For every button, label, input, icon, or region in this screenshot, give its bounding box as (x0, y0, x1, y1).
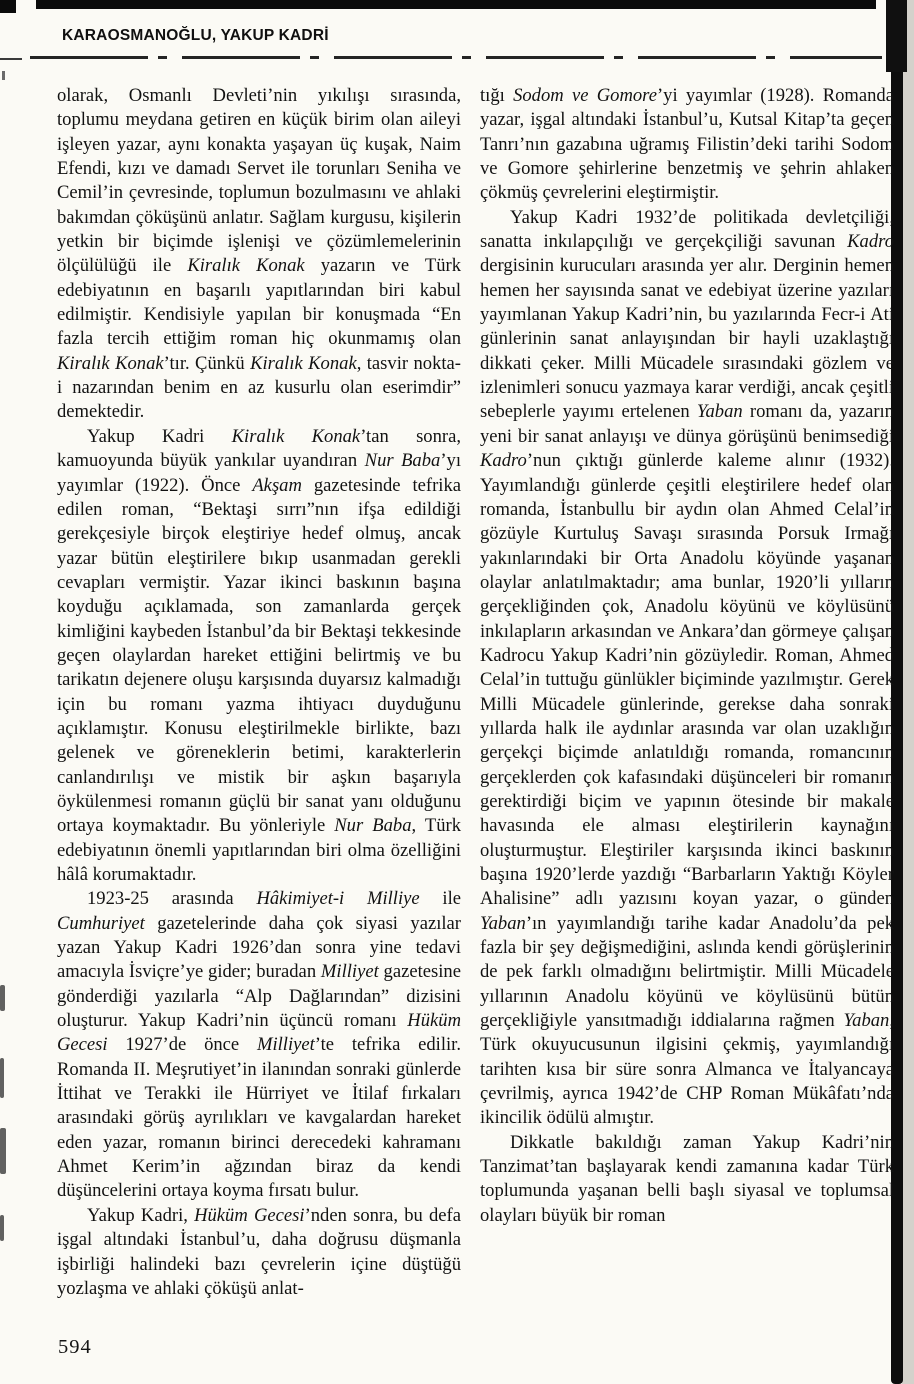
header-rule-speck (2, 71, 5, 80)
work-title-italic: Cumhuriyet (57, 912, 145, 934)
work-title-italic: Hüküm Gecesi (194, 1204, 305, 1226)
work-title-italic: Milliyet (320, 961, 379, 983)
text-segment: ile (419, 888, 462, 910)
scan-artifact-right-shade (902, 0, 914, 1384)
text-segment: ’nden sonra, bu defa işgal altındaki İstanbul’u, daha doğrusu düşmanla işbirliği halindeki bazı çevrelerin içine düştüğü yozlaşma ve ahlaki çöküşü anlat- (57, 1204, 461, 1299)
text-segment: , tasvir nokta-i nazarından benim en az kusurlu olan eserimdir” demektedir. (57, 352, 461, 423)
text-segment: ’tan sonra, kamuoyunda büyük yankılar uyandıran (57, 425, 461, 472)
paragraph (480, 84, 894, 206)
work-title-italic: Hüküm Gecesi (57, 1010, 461, 1056)
text-segment: , Türk okuyucusunun ilgisini çekmiş, yayımlandığı tarihten kısa bir süre sonra Almanca ve İtalyancaya çevrilmiş, ayrıca 1942’de CHP Roman Mükâfatı’nda ikincilik ödülü almıştır. (480, 1010, 894, 1129)
text-segment: Yakup Kadri, (87, 1204, 195, 1226)
paragraph (57, 425, 461, 888)
work-title-italic: Yaban (480, 912, 526, 934)
text-segment: ’te tefrika edilir. Romanda II. Meşrutiyet’in ilanından sonraki günlerde İttihat ve Terakki ile Hürriyet ve İtilaf fırkaları arasındaki görüş ayrılıkları ve kavgalardan hareket eden yazar, romanın birinci derecedeki kahramanı Ahmet Kerim’in ağzından biraz da kendi düşüncelerini ortaya koyma fırsatı bulur. (57, 1034, 461, 1202)
text-column-left (57, 84, 461, 1301)
text-segment: ’nun çıktığı günlerde kaleme alınır (1932). Yayımlandığı günlerde çeşitli eleştirilere hedef olan romanda, İstanbullu bir aydın olan Ahmed Celal’in gözüyle Kurtuluş Savaşı sırasında Porsuk Irmağı yakınlarındaki bir Orta Anadolu köyünde yaşanan olaylar anlatılmaktadır; ama bunlar, 1920’li yılların gerçekliğinden çok, Anadolu köyünü ve köylüsünü inkılapların arkasından ve Ankara’dan görmeye çalışan Kadrocu Yakup Kadri’nin gözüyledir. Roman, Ahmed Celal’in tuttuğu günlükler biçiminde yazılmıştır. Gerek Milli Mücadele günlerinde, gerekse daha sonraki yıllarda halk ile aydınlar arasında var olan uzaklığın gerçekçi biçimde anlatıldığı romanda, romancının gerçeklerden çok kafasındaki düşünceleri bir romanın gerektirdiği biçim ve yapının ötesinde bir makale havasında ele alması eleştirilerin kaynağını oluşturmuştur. Eleştiriler karşısında ikinci baskının başına 1920’lerde yazdığı “Barbarların Yaktığı Köyler Ahalisine” adlı yazısını koyan yazar, o günden (480, 450, 894, 910)
text-segment: 1923-25 arasında (87, 888, 257, 910)
work-title-italic: Kiralık Konak (250, 352, 357, 374)
text-segment: tığı (480, 85, 514, 106)
work-title-italic: Kiralık Konak (57, 352, 164, 374)
text-segment: dergisinin kurucuları arasında yer alır. Derginin hemen hemen her sayısında sanat ve edebiyat üzerine yazıları yayımlanan Yakup Kadri’nin, bu yazılarında Fecr-i Ati günlerinin sanat anlayışından bir hayli uzaklaştığı dikkati çeker. Milli Mücadele sırasındaki gözlem ve izlenimleri sonucu yazmaya karar verdiği, ancak çeşitli sebeplerle yayımı ertelenen (480, 255, 894, 423)
text-segment: ’yi yayımlar (1928). Romanda yazar, işgal altındaki İstanbul’u, Kutsal Kitap’ta geçen Tanrı’nın gazabına uğramış Filistin’deki tarihi Sodom ve Gomore şehirlerine benzetmiş ve şehrin ahlaken çökmüş çevrelerini eleştirmiştir. (480, 85, 894, 204)
text-column-right (480, 84, 894, 1228)
text-segment: Yakup Kadri (87, 425, 232, 447)
work-title-italic: Hâkimiyet-i Milliye (256, 888, 420, 910)
scan-artifact-smudge (0, 1128, 6, 1174)
scan-artifact-smudge (0, 1215, 4, 1241)
work-title-italic: Kiralık Konak (187, 255, 305, 277)
scan-artifact-smudge (0, 985, 5, 1011)
paragraph (480, 1131, 894, 1228)
work-title-italic: Nur Baba (364, 450, 441, 472)
text-segment: gazetesine gönderdiği yazılarla “Alp Dağlarından” dizisini oluşturur. Yakup Kadri’nin üçüncü romanı (57, 961, 461, 1032)
work-title-italic: Milliyet (256, 1034, 315, 1056)
paragraph (57, 84, 461, 425)
text-segment: ’ın yayımlandığı tarihe kadar Anadolu’da pek fazla bir şey değişmediğini, aslında kendi görüşlerinin de pek farklı olmadığını belirtmiştir. Milli Mücadele yıllarının Anadolu köyünü ve köylüsünü bütün gerçekliğiyle yansıtmadığı iddialarına rağmen (480, 912, 894, 1032)
work-title-italic: Sodom ve Gomore (513, 85, 657, 106)
work-title-italic: Kadro (480, 450, 527, 472)
work-title-italic: Nur Baba (334, 815, 412, 837)
scan-artifact-top-band (36, 0, 876, 9)
work-title-italic: Yaban (843, 1010, 890, 1032)
text-segment: 1927’de önce (107, 1034, 257, 1056)
text-segment: ’tır. Çünkü (163, 352, 251, 374)
running-head: KARAOSMANOĞLU, YAKUP KADRİ (62, 27, 329, 44)
paragraph (480, 206, 894, 1131)
scan-artifact-top-blob (0, 0, 16, 13)
scan-artifact-right-cap (886, 0, 907, 72)
header-rule (30, 56, 882, 59)
text-segment: gazetelerinde daha çok siyasi yazılar yazan Yakup Kadri 1926’dan sonra yine tedavi amacıyla İsviçre’ye gider; buradan (57, 912, 461, 983)
text-segment: Dikkatle bakıldığı zaman Yakup Kadri’nin Tanzimat’tan başlayarak kendi zamanına kadar Türk toplumunda yaşanan belli başlı siyasal ve toplumsal olayları büyük bir roman (480, 1131, 894, 1226)
text-segment: Yakup Kadri 1932’de politikada devletçiliği, sanatta inkılapçılığı ve gerçekçiliği savunan (480, 206, 894, 253)
page-number: 594 (58, 1336, 92, 1358)
text-segment: gazetesinde tefrika edilen roman, “Bektaşi sırrı”nın ifşa edildiği gerekçesiyle birçok eleştiriye hedef olmuş, ancak yazar bütün eleştirilere bıkıp usanmadan gerekli cevapları vermiştir. Yazar ikinci baskının başına koyduğu açıklamada, son zamanlarda gerçek kimliğini kaybeden İstanbul’da bir Bektaşi tekkesinde geçen olaylardan hareket ettiğini belirtmiş ve bu tarikatın dejenere oluşu karşısında duyarsız kalmadığı için bu romanı yazma ihtiyacı duyduğunu açıklamıştır. Konusu eleştirilmekle birlikte, bazı gelenek ve göreneklerin betimi, karakterlerin canlandırılışı ve mistik bir aşkın başarıyla öykülenmesi romanın güçlü bir sanat yanı olduğunu ortaya koymaktadır. Bu yönleriyle (57, 474, 461, 837)
text-segment: romanı da, yazarın yeni bir sanat anlayışı ve dünya görüşünü benimsediği (480, 401, 894, 447)
work-title-italic: Yaban (696, 401, 743, 423)
work-title-italic: Kiralık Konak (231, 425, 361, 447)
text-segment: ’yı yayımlar (1922). Önce (57, 450, 461, 496)
header-rule-fragment (0, 58, 22, 60)
text-segment: yazarın ve Türk edebiyatının en başarılı yapıtlarından biri kabul edilmiştir. Kendisiyle yapılan bir konuşmada “En fazla tercih ettiğim roman hiç okunmamış olan (57, 255, 461, 350)
text-segment: , Türk edebiyatının önemli yapıtlarından biri olma özelliğini hâlâ korumaktadır. (57, 815, 461, 885)
paragraph (57, 887, 461, 1203)
work-title-italic: Akşam (252, 474, 302, 496)
work-title-italic: Kadro (847, 231, 894, 253)
scan-artifact-smudge (0, 1058, 4, 1098)
text-segment: olarak, Osmanlı Devleti’nin yıkılışı sırasında, toplumu meydana getiren en küçük birim olan aileyi işleyen yazar, aynı konakta yaşayan üç kuşak, Naim Efendi, kızı ve damadı Servet ile torunları Seniha ve Cemil’in çevresinde, toplumun bozulmasını ve ahlaki bakımdan çöküşünü anlatır. Sağlam kurgusu, kişilerin yetkin bir biçimde işlenişi ve çözümlemelerinin ölçülülüğü ile (57, 85, 461, 277)
paragraph (57, 1204, 461, 1301)
